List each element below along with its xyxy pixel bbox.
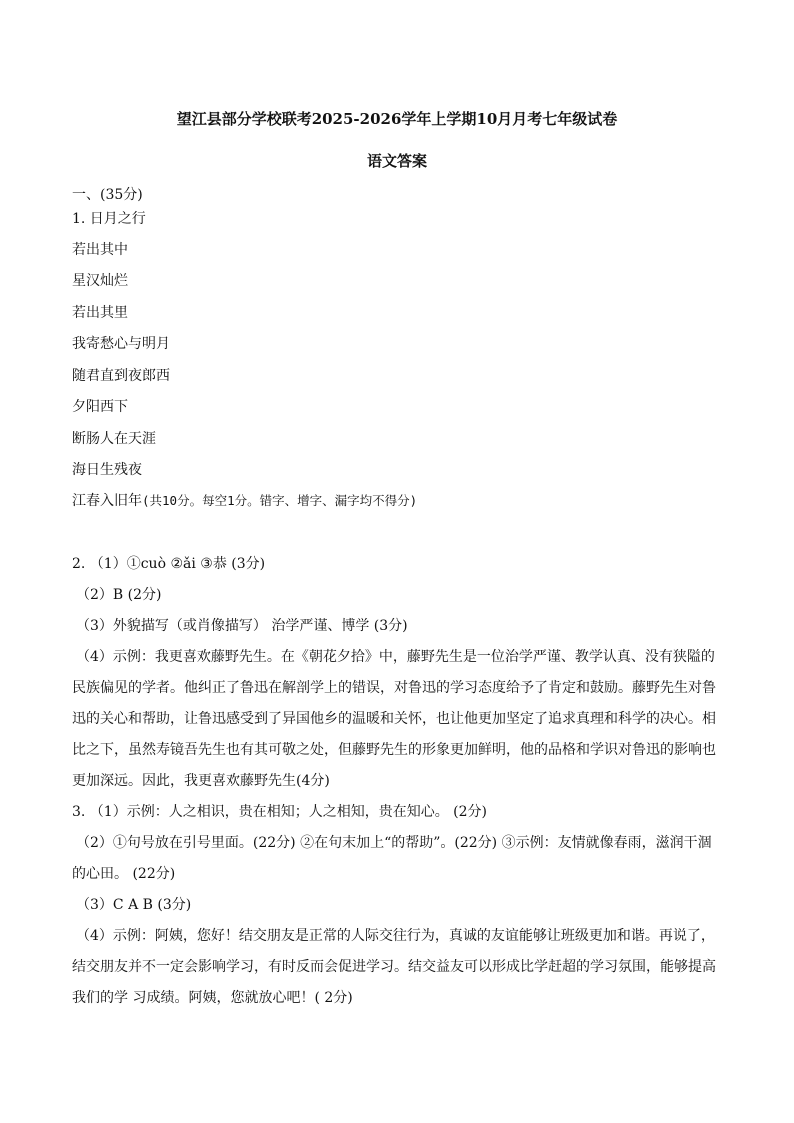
answer-line: 断肠人在天涯 bbox=[72, 431, 156, 447]
document-subtitle: 语文答案 bbox=[366, 152, 427, 170]
answer-line: 随君直到夜郎西 bbox=[72, 368, 170, 384]
answer-line: 1. 日月之行 bbox=[72, 211, 146, 227]
scoring-note: (共10分。每空1分。错字、增字、漏字均不得分) bbox=[142, 493, 418, 508]
answer-line: 若出其中 bbox=[72, 242, 128, 258]
answer-line: 民族偏见的学者。他纠正了鲁迅在解剖学上的错误，对鲁迅的学习态度给予了肯定和鼓励。藤野先生对鲁 bbox=[72, 680, 716, 696]
answer-line: （4）示例：我更喜欢藤野先生。在《朝花夕拾》中，藤野先生是一位治学严谨、教学认真、没有狭隘的 bbox=[76, 649, 715, 665]
answer-line: （4）示例：阿姨，您好！结交朋友是正常的人际交往行为，真诚的友谊能够让班级更加和谐。再说了， bbox=[76, 928, 715, 944]
answer-line: 3. （1）示例：人之相识，贵在相知；人之相知，贵在知心。 (2分) bbox=[72, 804, 487, 820]
answer-line: 比之下，虽然寿镜吾先生也有其可敬之处，但藤野先生的形象更加鲜明，他的品格和学识对鲁迅的影响也 bbox=[72, 742, 716, 758]
answer-line: 夕阳西下 bbox=[72, 399, 128, 415]
answer-line: 结交朋友并不一定会影响学习，有时反而会促进学习。结交益友可以形成比学赶超的学习氛围，能够提高 bbox=[72, 959, 716, 975]
answer-line: 2. （1）①cuò ②ǎi ③恭 (3分) bbox=[72, 556, 266, 572]
answer-line: 更加深远。因此，我更喜欢藤野先生(4分) bbox=[72, 773, 330, 789]
answer-line: 我们的学 习成绩。阿姨，您就放心吧！( 2分) bbox=[72, 990, 353, 1006]
answer-line: 若出其里 bbox=[72, 305, 128, 321]
answer-line: 我寄愁心与明月 bbox=[72, 336, 170, 352]
answer-line: 海日生残夜 bbox=[72, 462, 142, 478]
answer-line: （2）B (2分) bbox=[76, 587, 162, 603]
answer-line: （3）外貌描写（或肖像描写） 治学严谨、博学 (3分) bbox=[76, 618, 408, 634]
document-title: 望江县部分学校联考2025-2026学年上学期10月月考七年级试卷 bbox=[176, 110, 618, 128]
answer-text: 江春入旧年 bbox=[72, 493, 142, 509]
answer-line: 的心田。 (22分) bbox=[72, 866, 176, 882]
section-heading: 一、(35分) bbox=[72, 187, 143, 203]
answer-line-with-note bbox=[72, 490, 417, 510]
answer-line: （2）①句号放在引号里面。(22分) ②在句末加上“的帮助”。(22分) ③示例：友情就像春雨，滋润干涸 bbox=[76, 835, 712, 851]
answer-line: （3）C A B (3分) bbox=[76, 897, 192, 913]
answer-line: 星汉灿烂 bbox=[72, 273, 128, 289]
answer-line: 迅的关心和帮助，让鲁迅感受到了异国他乡的温暖和关怀，也让他更加坚定了追求真理和科学的决心。相 bbox=[72, 711, 716, 727]
